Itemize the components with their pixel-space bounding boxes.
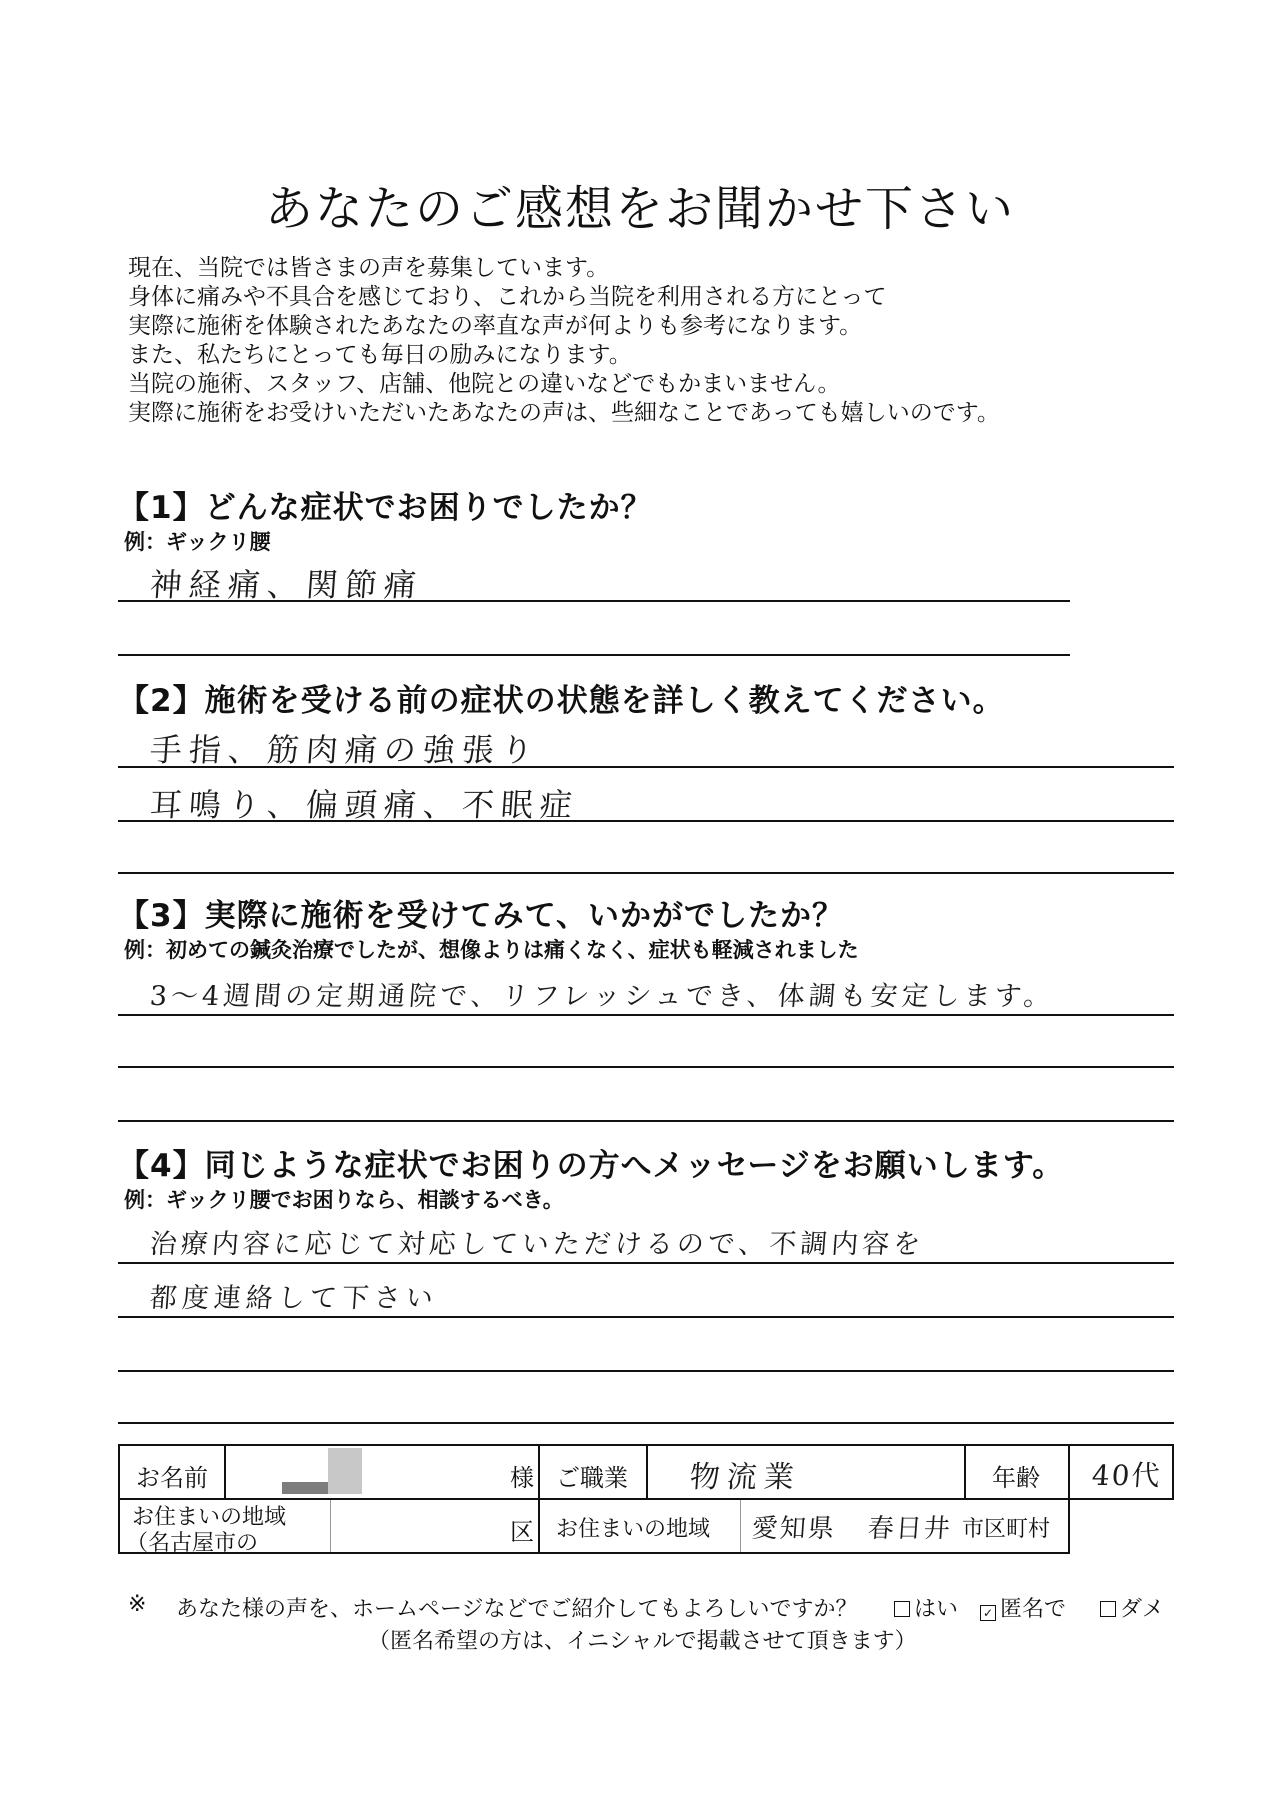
divider — [330, 1500, 331, 1552]
city-value: 春日井 — [866, 1514, 953, 1544]
age-value: 40代 — [1090, 1459, 1163, 1492]
name-field[interactable] — [224, 1444, 540, 1500]
intro-line: 実際に施術を体験されたあなたの率直な声が何よりも参考になります。 — [128, 313, 863, 339]
question-2-heading: 【2】施術を受ける前の症状の状態を詳しく教えてください。 — [118, 683, 1005, 719]
age-label: 年齢 — [992, 1464, 1040, 1492]
intro-line: 当院の施術、スタッフ、店舗、他院との違いなどでもかまいません。 — [128, 371, 841, 397]
area-nagoya-label-sub: （名古屋市の — [126, 1531, 259, 1556]
area-nagoya-label: お住まいの地域 — [132, 1505, 287, 1530]
answer-line — [118, 654, 1070, 656]
consent-note: （匿名希望の方は、イニシャルで掲載させて頂きます） — [368, 1629, 917, 1654]
intro-line: また、私たちにとっても毎日の励みになります。 — [128, 342, 632, 368]
city-suffix: 市区町村 — [962, 1517, 1051, 1542]
question-2-answer: 耳鳴り、偏頭痛、不眠症 — [148, 786, 581, 824]
question-4-heading: 【4】同じような症状でお困りの方へメッセージをお願いします。 — [118, 1148, 1065, 1184]
question-4-answer: 都度連絡して下さい — [148, 1283, 439, 1314]
answer-line — [118, 1066, 1174, 1068]
answer-line — [118, 1014, 1174, 1016]
question-3-answer: 3〜4週間の定期通院で、リフレッシュでき、体調も安定します。 — [148, 981, 1056, 1012]
question-1-answer: 神経痛、関節痛 — [148, 566, 425, 604]
answer-line — [118, 1120, 1174, 1122]
option-yes[interactable] — [894, 1592, 958, 1623]
consent-mark: ※ — [128, 1592, 147, 1617]
intro-paragraph — [128, 254, 1000, 428]
divider — [740, 1500, 741, 1552]
job-label: ご職業 — [556, 1464, 628, 1492]
area-other-label: お住まいの地域 — [556, 1517, 711, 1542]
redacted-name-block — [282, 1482, 332, 1494]
option-anonymous[interactable] — [980, 1592, 1066, 1623]
name-suffix: 様 — [510, 1464, 534, 1492]
checkbox-icon[interactable] — [1100, 1601, 1116, 1617]
option-no[interactable] — [1100, 1592, 1164, 1623]
option-yes-label: はい — [914, 1597, 959, 1622]
checkbox-icon[interactable] — [894, 1601, 910, 1617]
page-title: あなたのご感想をお聞かせ下さい — [264, 181, 1015, 237]
prefecture-value: 愛知県 — [750, 1514, 837, 1544]
question-4-answer: 治療内容に応じて対応していただけるので、不調内容を — [148, 1229, 926, 1260]
intro-line: 身体に痛みや不具合を感じており、これから当院を利用される方にとって — [128, 284, 887, 310]
answer-line — [118, 1262, 1174, 1264]
option-no-label: ダメ — [1120, 1597, 1165, 1622]
answer-line — [118, 600, 1070, 602]
answer-line — [118, 766, 1174, 768]
question-1-heading: 【1】どんな症状でお困りでしたか？ — [118, 490, 653, 526]
intro-line: 実際に施術をお受けいただいたあなたの声は、些細なことであっても嬉しいのです。 — [128, 400, 1000, 426]
answer-line — [118, 820, 1174, 822]
answer-line — [118, 1422, 1174, 1424]
name-label: お名前 — [136, 1464, 208, 1492]
intro-line: 現在、当院では皆さまの声を募集しています。 — [128, 255, 610, 281]
question-2-answer: 手指、筋肉痛の強張り — [148, 731, 542, 769]
redacted-name-block — [328, 1448, 362, 1494]
answer-line — [118, 872, 1174, 874]
answer-line — [118, 1316, 1174, 1318]
answer-line — [118, 1370, 1174, 1372]
option-anonymous-label: 匿名で — [1000, 1597, 1067, 1622]
question-4-example: 例：ギックリ腰でお困りなら、相談するべき。 — [124, 1188, 564, 1212]
checked-checkbox-icon[interactable]: ✓ — [980, 1605, 996, 1621]
job-value: 物流業 — [688, 1460, 802, 1495]
question-3-example: 例：初めての鍼灸治療でしたが、想像よりは痛くなく、症状も軽減されました — [124, 938, 859, 962]
ward-suffix: 区 — [510, 1518, 534, 1546]
question-3-heading: 【3】実際に施術を受けてみて、いかがでしたか？ — [118, 898, 844, 934]
consent-question: あなた様の声を、ホームページなどでご紹介してもよろしいですか？ — [176, 1597, 858, 1622]
question-1-example: 例：ギックリ腰 — [124, 530, 271, 554]
